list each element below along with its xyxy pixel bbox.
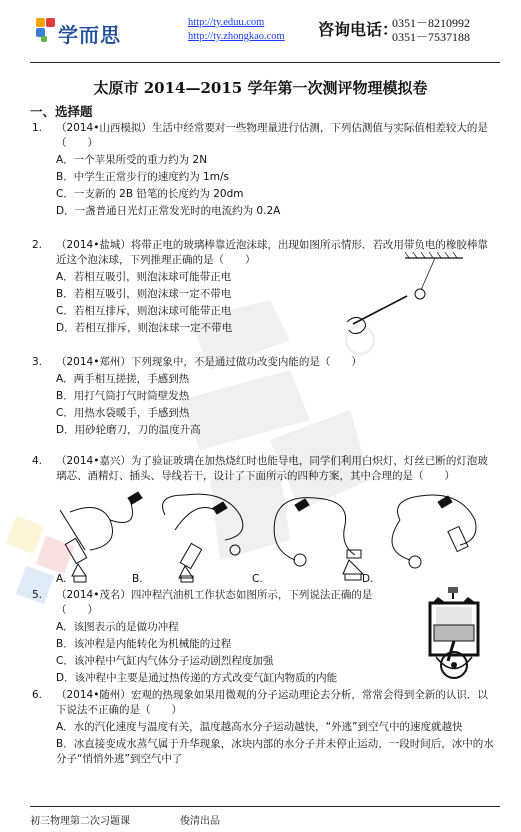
- option-c: C．用热水袋暖手，手感到热: [56, 407, 190, 419]
- hotline-numbers: [392, 16, 470, 44]
- option-b: B．用打气筒打气时筒壁发热: [56, 390, 190, 402]
- question-6: 6. （2014•随州）宏观的热现象如果用微观的分子运动理论去分析，常常会得到全新的认识．以下说法不正确的是（ ） A．水的汽化速度与温度有关，温度越高水分子运动越快，“外逃”到空气中的速度就越快 B．冰直接变成水蒸气属于升华现象，冰块内部的水分子并未停止运动，一段时间后，冰中的水分子“悄悄外逃”到空气中了: [32, 688, 497, 767]
- section-heading: 一、选择题: [30, 104, 93, 119]
- link-zhongkao[interactable]: http://ty.zhongkao.com: [188, 31, 285, 42]
- option-c: C．若相互排斥，则泡沫球可能带正电: [56, 305, 232, 317]
- circuit-b: [163, 494, 243, 582]
- option-b: B．该冲程是内能转化为机械能的过程: [56, 638, 232, 650]
- circuit-c: [274, 498, 363, 580]
- option-c: C.: [252, 573, 263, 585]
- logo-text: 学而思: [58, 23, 121, 47]
- circuit-a: [60, 492, 142, 582]
- footer-rule: [30, 806, 500, 807]
- question-4: 4. （2014•嘉兴）为了验证玻璃在加热烧红时也能导电，同学们利用白炽灯，灯丝已断的灯泡玻璃芯、酒精灯、插头、导线若干，设计了下面所示的四种方案，其中合理的是（ ）: [32, 454, 497, 484]
- option-a: A．两手相互搓搓，手感到热: [56, 373, 190, 385]
- circuit-figures: [50, 490, 490, 585]
- option-b: B．冰直接变成水蒸气属于升华现象，冰块内部的水分子并未停止运动，一段时间后，冰中的水分子“悄悄外逃”到空气中了: [56, 738, 494, 765]
- option-b: B．若相互吸引，则泡沫球一定不带电: [56, 288, 232, 300]
- option-b: B．中学生正常步行的速度约为 1m/s: [56, 171, 229, 183]
- question-5: 5. （2014•茂名）四冲程汽油机工作状态如图所示，下列说法正确的是（ ） A．该图表示的是做功冲程 B．该冲程是内能转化为机械能的过程 C．该冲程中气缸内气体分子运动剧烈程度加强 D．该冲程中主要是通过热传递的方式改变气缸内物质的内能: [32, 588, 392, 686]
- hotline-label: 咨询电话：: [318, 20, 399, 39]
- question-stem: （2014•茂名）四冲程汽油机工作状态如图所示，下列说法正确的是（ ）: [56, 589, 373, 616]
- header-rule: [30, 62, 500, 63]
- link-eduu[interactable]: http://ty.eduu.com: [188, 17, 265, 28]
- question-2: 2. （2014•盐城）将带正电的玻璃棒靠近泡沫球，出现如图所示情形．若改用带负电的橡胶棒靠近这个泡沫球，下列推理正确的是（ ） A．若相互吸引，则泡沫球可能带正电 B．若相互吸引，则泡沫球一定不带电 C．若相互排斥，则泡沫球可能带正电 D．若相互排斥，则泡沫球一定不带电: [32, 238, 497, 336]
- option-d: D．用砂轮磨刀，刀的温度升高: [56, 424, 201, 436]
- option-b: B.: [132, 573, 143, 585]
- option-a: A．若相互吸引，则泡沫球可能带正电: [56, 271, 232, 283]
- foam-ball-figure: [345, 252, 475, 337]
- brand-logo: [34, 16, 154, 46]
- engine-figure: [418, 585, 490, 680]
- question-stem: （2014•随州）宏观的热现象如果用微观的分子运动理论去分析，常常会得到全新的认识．以下说法不正确的是（ ）: [56, 689, 488, 716]
- header-links: [188, 16, 285, 44]
- question-stem: （2014•嘉兴）为了验证玻璃在加热烧红时也能导电，同学们利用白炽灯，灯丝已断的灯泡玻璃芯、酒精灯、插头、导线若干，设计了下面所示的四种方案，其中合理的是（ ）: [56, 455, 488, 482]
- logo-icon: [34, 16, 56, 44]
- option-c: C．该冲程中气缸内气体分子运动剧烈程度加强: [56, 655, 274, 667]
- footer-left: 初三物理第二次习题课: [30, 816, 130, 827]
- option-a: A．水的汽化速度与温度有关，温度越高水分子运动越快，“外逃”到空气中的速度就越快: [56, 721, 463, 733]
- circuit-d: [392, 495, 476, 568]
- question-stem: （2014•山西模拟）生活中经常要对一些物理量进行估测，下列估测值与实际值相差较大的是（ ）: [56, 122, 488, 149]
- option-a: A.: [56, 573, 67, 585]
- question-stem: （2014•盐城）将带正电的玻璃棒靠近泡沫球，出现如图所示情形．若改用带负电的橡胶棒靠近这个泡沫球，下列推理正确的是（ ）: [56, 239, 488, 266]
- option-a: A．一个苹果所受的重力约为 2N: [56, 154, 208, 166]
- option-d: D．若相互排斥，则泡沫球一定不带电: [56, 322, 233, 334]
- option-d: D．一盏普通日光灯正常发光时的电流约为 0.2A: [56, 205, 281, 217]
- option-c: C．一支新的 2B 铅笔的长度约为 20dm: [56, 188, 244, 200]
- option-a: A．该图表示的是做功冲程: [56, 621, 179, 633]
- question-1: 1. （2014•山西模拟）生活中经常要对一些物理量进行估测，下列估测值与实际值相差较大的是（ ） A．一个苹果所受的重力约为 2N B．中学生正常步行的速度约为 1m/s C．一支新的 2B 铅笔的长度约为 20dm D．一盏普通日光灯正常发光时的电流约为 0.2A: [32, 121, 497, 219]
- option-d: D．该冲程中主要是通过热传递的方式改变气缸内物质的内能: [56, 672, 338, 684]
- phone-2: 0351－7537188: [392, 30, 471, 44]
- question-stem: （2014•郑州）下列现象中，不是通过做功改变内能的是（ ）: [56, 356, 362, 368]
- question-3: 3. （2014•郑州）下列现象中，不是通过做功改变内能的是（ ） A．两手相互搓搓，手感到热 B．用打气筒打气时筒壁发热 C．用热水袋暖手，手感到热 D．用砂轮磨刀，刀的温度升高: [32, 355, 497, 438]
- phone-1: 0351－8210992: [392, 16, 471, 30]
- page-title: 太原市 2014—2015 学年第一次测评物理模拟卷: [93, 79, 428, 97]
- option-d: D.: [362, 573, 374, 585]
- footer-right: 俊清出品: [180, 816, 220, 827]
